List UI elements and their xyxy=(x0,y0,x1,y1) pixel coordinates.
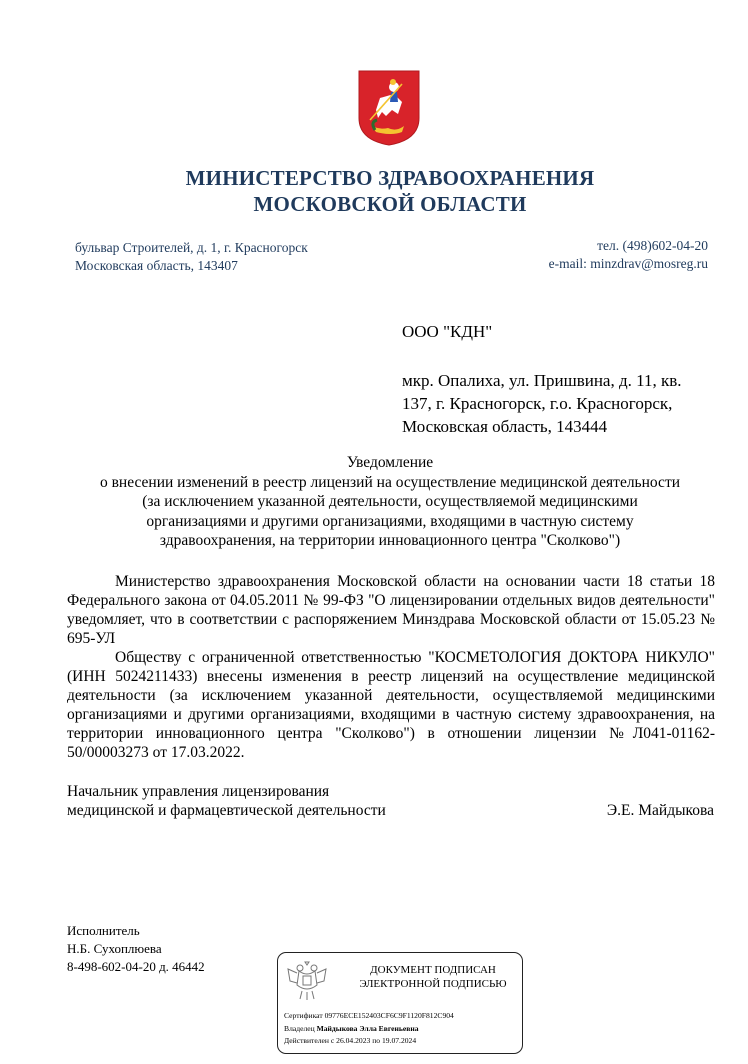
ministry-address-line1: бульвар Строителей, д. 1, г. Красногорск xyxy=(75,240,308,255)
recipient-address-line3: Московская область, 143444 xyxy=(402,417,608,436)
executor-name: Н.Б. Сухоплюева xyxy=(67,941,162,956)
notice-body xyxy=(67,572,715,762)
notice-title: Уведомление xyxy=(346,454,434,471)
signatory-position-line2: медицинской и фармацевтической деятельности xyxy=(67,802,386,819)
recipient-name: ООО "КДН" xyxy=(402,322,493,341)
signatory-position xyxy=(67,782,386,820)
cert-value: 09776ECE152403CF6C9F1120F812C904 xyxy=(324,1011,454,1020)
valid-label: Действителен xyxy=(284,1036,329,1045)
ministry-title-line2: МОСКОВСКОЙ ОБЛАСТИ xyxy=(253,192,527,216)
ministry-title-line1: МИНИСТЕРСТВО ЗДРАВООХРАНЕНИЯ xyxy=(185,166,595,190)
cert-label: Сертификат xyxy=(284,1011,323,1020)
ministry-email: e-mail: minzdrav@mosreg.ru xyxy=(548,256,708,271)
recipient-address-line2: 137, г. Красногорск, г.о. Красногорск, xyxy=(402,394,673,413)
notice-subject-line2: (за исключением указанной деятельности, осуществляемой медицинскими xyxy=(142,493,638,510)
body-paragraph-1: Министерство здравоохранения Московской области на основании части 18 статьи 18 Федерального закона от 04.05.2011 № 99-ФЗ "О лицензировании отдельных видов деятельности" уведомляет, что в соответствии с распоряжением Минздрава Московской области от 15.05.23 № 695-УЛ xyxy=(67,573,715,647)
double-headed-eagle-icon xyxy=(286,959,328,1003)
stamp-details xyxy=(284,1010,454,1048)
recipient-address xyxy=(402,369,682,438)
recipient-address-line1: мкр. Опалиха, ул. Пришвина, д. 11, кв. xyxy=(402,371,682,390)
body-paragraph-2: Обществу с ограниченной ответственностью "КОСМЕТОЛОГИЯ ДОКТОРА НИКУЛО" (ИНН 5024211433) внесены изменения в реестр лицензий на осуществление медицинской деятельности (за исключением указанной деятельности, осуществляемой медицинскими организациями и другими организациями, входящими в частную систему здравоохранения, на территории инновационного центра "Сколково") в отношении лицензии №Л041-01162-50/00003273 от 17.03.2022. xyxy=(67,649,715,761)
ministry-contacts xyxy=(549,237,708,273)
signatory-name: Э.Е. Майдыкова xyxy=(606,802,714,819)
ministry-phone: тел. (498)602-04-20 xyxy=(597,238,708,253)
executor-phone: 8-498-602-04-20 д. 46442 xyxy=(67,959,205,974)
electronic-signature-stamp xyxy=(277,952,523,1054)
signatory-position-line1: Начальник управления лицензирования xyxy=(67,783,330,800)
stamp-validity xyxy=(284,1035,454,1048)
valid-value: с 26.04.2023 по 19.07.2024 xyxy=(330,1036,417,1045)
notice-subject-line4: здравоохранения, на территории инновационного центра "Сколково") xyxy=(159,532,621,549)
executor-block xyxy=(67,922,205,976)
stamp-title-line1: ДОКУМЕНТ ПОДПИСАН xyxy=(370,964,496,976)
stamp-certificate xyxy=(284,1010,454,1023)
notice-subject-line3: организациями и другими организациями, входящими в частную систему xyxy=(146,512,634,530)
stamp-owner xyxy=(284,1023,454,1036)
stamp-title xyxy=(348,963,518,991)
stamp-title-line2: ЭЛЕКТРОННОЙ ПОДПИСЬЮ xyxy=(359,978,507,990)
owner-label: Владелец xyxy=(284,1023,315,1033)
notice-subject-line1: о внесении изменений в реестр лицензий на осуществление медицинской деятельности xyxy=(99,473,681,491)
owner-value: Майдыкова Элла Евгеньевна xyxy=(316,1023,419,1033)
ministry-address xyxy=(75,239,308,275)
ministry-address-line2: Московская область, 143407 xyxy=(75,258,238,273)
notice-heading xyxy=(60,453,720,551)
coat-of-arms-emblem xyxy=(358,70,420,146)
executor-label: Исполнитель xyxy=(67,923,140,938)
